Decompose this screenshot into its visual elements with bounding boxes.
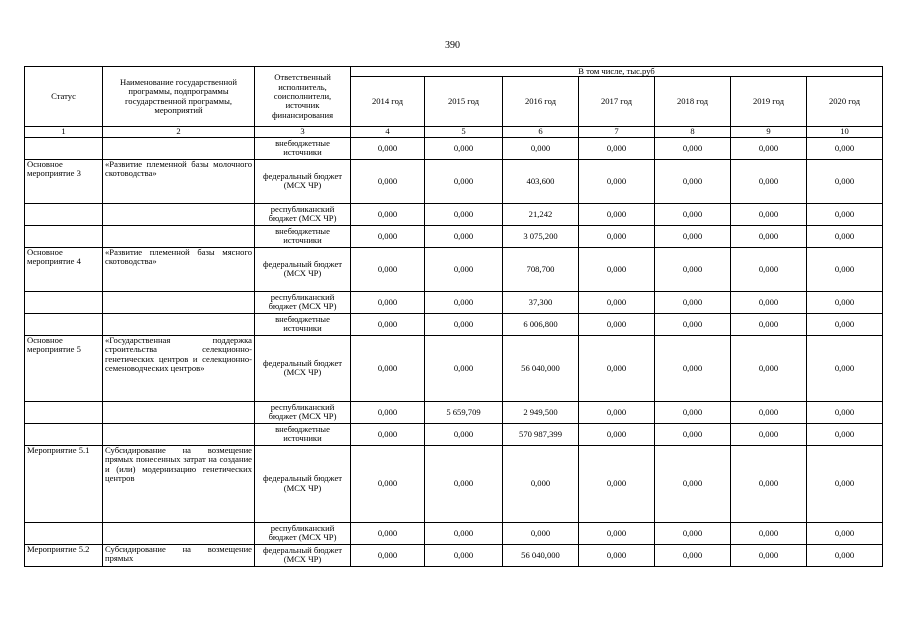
value-cell: 0,000 (351, 522, 425, 544)
index-cell: 1 (25, 127, 103, 137)
value-cell: 0,000 (579, 225, 655, 247)
header-name: Наименование государственной программы, подпрограммы государственной программы, мероприятий (103, 67, 255, 127)
value-cell: 0,000 (425, 544, 503, 566)
header-year: 2019 год (731, 77, 807, 127)
value-cell: 37,300 (503, 291, 579, 313)
header-status: Статус (25, 67, 103, 127)
value-cell: 0,000 (425, 225, 503, 247)
value-cell: 0,000 (655, 159, 731, 203)
value-cell: 0,000 (731, 291, 807, 313)
value-cell: 0,000 (807, 544, 883, 566)
name-cell (103, 423, 255, 445)
value-cell: 0,000 (503, 137, 579, 159)
status-cell: Основное мероприятие 5 (25, 335, 103, 401)
value-cell: 0,000 (807, 159, 883, 203)
value-cell: 0,000 (807, 247, 883, 291)
index-row (25, 127, 883, 137)
table-row (25, 335, 883, 401)
value-cell: 56 040,000 (503, 544, 579, 566)
value-cell: 0,000 (503, 522, 579, 544)
index-cell: 4 (351, 127, 425, 137)
value-cell: 0,000 (655, 137, 731, 159)
value-cell: 0,000 (579, 247, 655, 291)
value-cell: 0,000 (351, 225, 425, 247)
source-cell: внебюджетные источники (255, 225, 351, 247)
table-row (25, 445, 883, 522)
value-cell: 0,000 (425, 137, 503, 159)
table-row (25, 313, 883, 335)
index-cell: 7 (579, 127, 655, 137)
value-cell: 0,000 (503, 445, 579, 522)
value-cell: 0,000 (425, 335, 503, 401)
value-cell: 0,000 (807, 203, 883, 225)
value-cell: 0,000 (351, 445, 425, 522)
value-cell: 6 006,800 (503, 313, 579, 335)
table-row (25, 291, 883, 313)
source-cell: республиканский бюджет (МСХ ЧР) (255, 291, 351, 313)
status-cell (25, 291, 103, 313)
source-cell: внебюджетные источники (255, 423, 351, 445)
value-cell: 708,700 (503, 247, 579, 291)
value-cell: 0,000 (655, 247, 731, 291)
source-cell: республиканский бюджет (МСХ ЧР) (255, 522, 351, 544)
name-cell (103, 291, 255, 313)
value-cell: 0,000 (655, 401, 731, 423)
name-cell: Субсидирование на возмещение прямых (103, 544, 255, 566)
value-cell: 0,000 (351, 313, 425, 335)
value-cell: 0,000 (807, 401, 883, 423)
value-cell: 0,000 (579, 401, 655, 423)
status-cell (25, 313, 103, 335)
value-cell: 0,000 (425, 313, 503, 335)
header-year: 2017 год (579, 77, 655, 127)
source-cell: внебюджетные источники (255, 313, 351, 335)
value-cell: 0,000 (579, 522, 655, 544)
value-cell: 0,000 (351, 203, 425, 225)
value-cell: 0,000 (579, 544, 655, 566)
value-cell: 0,000 (655, 522, 731, 544)
name-cell: «Государственная поддержка строительства селекционно-генетических центров и селекционно-семеноводческих центров» (103, 335, 255, 401)
value-cell: 0,000 (731, 159, 807, 203)
index-cell: 8 (655, 127, 731, 137)
value-cell: 0,000 (807, 291, 883, 313)
value-cell: 0,000 (731, 544, 807, 566)
value-cell: 0,000 (807, 137, 883, 159)
value-cell: 0,000 (731, 423, 807, 445)
value-cell: 0,000 (579, 203, 655, 225)
header-year: 2020 год (807, 77, 883, 127)
table-row (25, 544, 883, 566)
value-cell: 0,000 (579, 313, 655, 335)
table-row (25, 247, 883, 291)
value-cell: 2 949,500 (503, 401, 579, 423)
value-cell: 0,000 (807, 445, 883, 522)
value-cell: 0,000 (731, 225, 807, 247)
status-cell: Мероприятие 5.2 (25, 544, 103, 566)
table-row (25, 401, 883, 423)
value-cell: 0,000 (425, 445, 503, 522)
table-row (25, 137, 883, 159)
value-cell: 0,000 (807, 522, 883, 544)
status-cell: Основное мероприятие 4 (25, 247, 103, 291)
budget-table (24, 66, 883, 567)
value-cell: 3 075,200 (503, 225, 579, 247)
source-cell: республиканский бюджет (МСХ ЧР) (255, 401, 351, 423)
value-cell: 0,000 (731, 335, 807, 401)
name-cell: «Развитие племенной базы мясного скотоводства» (103, 247, 255, 291)
value-cell: 0,000 (731, 522, 807, 544)
value-cell: 0,000 (731, 203, 807, 225)
source-cell: федеральный бюджет (МСХ ЧР) (255, 335, 351, 401)
name-cell (103, 137, 255, 159)
value-cell: 0,000 (807, 313, 883, 335)
name-cell: Субсидирование на возмещение прямых понесенных затрат на создание и (или) модернизацию генетических центров (103, 445, 255, 522)
value-cell: 0,000 (655, 335, 731, 401)
index-cell: 6 (503, 127, 579, 137)
value-cell: 0,000 (655, 313, 731, 335)
value-cell: 403,600 (503, 159, 579, 203)
value-cell: 0,000 (655, 203, 731, 225)
name-cell (103, 313, 255, 335)
status-cell: Основное мероприятие 3 (25, 159, 103, 203)
value-cell: 0,000 (731, 401, 807, 423)
name-cell (103, 401, 255, 423)
value-cell: 0,000 (731, 313, 807, 335)
table-row (25, 423, 883, 445)
status-cell (25, 423, 103, 445)
header-group: В том числе, тыс.руб (351, 67, 883, 77)
value-cell: 0,000 (655, 225, 731, 247)
status-cell (25, 522, 103, 544)
status-cell (25, 225, 103, 247)
table-row (25, 522, 883, 544)
table-row (25, 203, 883, 225)
value-cell: 0,000 (579, 159, 655, 203)
value-cell: 0,000 (579, 137, 655, 159)
value-cell: 0,000 (807, 225, 883, 247)
name-cell: «Развитие племенной базы молочного скотоводства» (103, 159, 255, 203)
status-cell (25, 137, 103, 159)
value-cell: 0,000 (351, 291, 425, 313)
status-cell (25, 203, 103, 225)
index-cell: 2 (103, 127, 255, 137)
value-cell: 0,000 (425, 522, 503, 544)
status-cell: Мероприятие 5.1 (25, 445, 103, 522)
value-cell: 0,000 (351, 544, 425, 566)
value-cell: 0,000 (351, 335, 425, 401)
index-cell: 3 (255, 127, 351, 137)
value-cell: 0,000 (351, 401, 425, 423)
value-cell: 0,000 (807, 423, 883, 445)
index-cell: 9 (731, 127, 807, 137)
table-body (25, 127, 883, 566)
value-cell: 0,000 (731, 137, 807, 159)
value-cell: 570 987,399 (503, 423, 579, 445)
value-cell: 0,000 (731, 247, 807, 291)
value-cell: 0,000 (655, 423, 731, 445)
table-header (25, 67, 883, 127)
value-cell: 0,000 (425, 423, 503, 445)
source-cell: республиканский бюджет (МСХ ЧР) (255, 203, 351, 225)
value-cell: 0,000 (425, 203, 503, 225)
value-cell: 0,000 (351, 137, 425, 159)
source-cell: федеральный бюджет (МСХ ЧР) (255, 445, 351, 522)
header-year: 2014 год (351, 77, 425, 127)
name-cell (103, 225, 255, 247)
value-cell: 0,000 (655, 445, 731, 522)
header-responsible: Ответственный исполнитель, соисполнители, источник финансирования (255, 67, 351, 127)
source-cell: внебюджетные источники (255, 137, 351, 159)
value-cell: 21,242 (503, 203, 579, 225)
value-cell: 0,000 (655, 544, 731, 566)
page-number: 390 (445, 40, 460, 51)
value-cell: 56 040,000 (503, 335, 579, 401)
value-cell: 0,000 (425, 247, 503, 291)
value-cell: 0,000 (351, 423, 425, 445)
value-cell: 0,000 (425, 159, 503, 203)
value-cell: 0,000 (807, 335, 883, 401)
value-cell: 5 659,709 (425, 401, 503, 423)
value-cell: 0,000 (579, 423, 655, 445)
source-cell: федеральный бюджет (МСХ ЧР) (255, 247, 351, 291)
source-cell: федеральный бюджет (МСХ ЧР) (255, 159, 351, 203)
value-cell: 0,000 (579, 445, 655, 522)
header-year: 2018 год (655, 77, 731, 127)
header-year: 2016 год (503, 77, 579, 127)
value-cell: 0,000 (731, 445, 807, 522)
value-cell: 0,000 (351, 159, 425, 203)
table-row (25, 225, 883, 247)
table-row (25, 159, 883, 203)
index-cell: 10 (807, 127, 883, 137)
status-cell (25, 401, 103, 423)
index-cell: 5 (425, 127, 503, 137)
value-cell: 0,000 (655, 291, 731, 313)
header-year: 2015 год (425, 77, 503, 127)
source-cell: федеральный бюджет (МСХ ЧР) (255, 544, 351, 566)
value-cell: 0,000 (351, 247, 425, 291)
value-cell: 0,000 (579, 335, 655, 401)
value-cell: 0,000 (425, 291, 503, 313)
name-cell (103, 522, 255, 544)
name-cell (103, 203, 255, 225)
value-cell: 0,000 (579, 291, 655, 313)
